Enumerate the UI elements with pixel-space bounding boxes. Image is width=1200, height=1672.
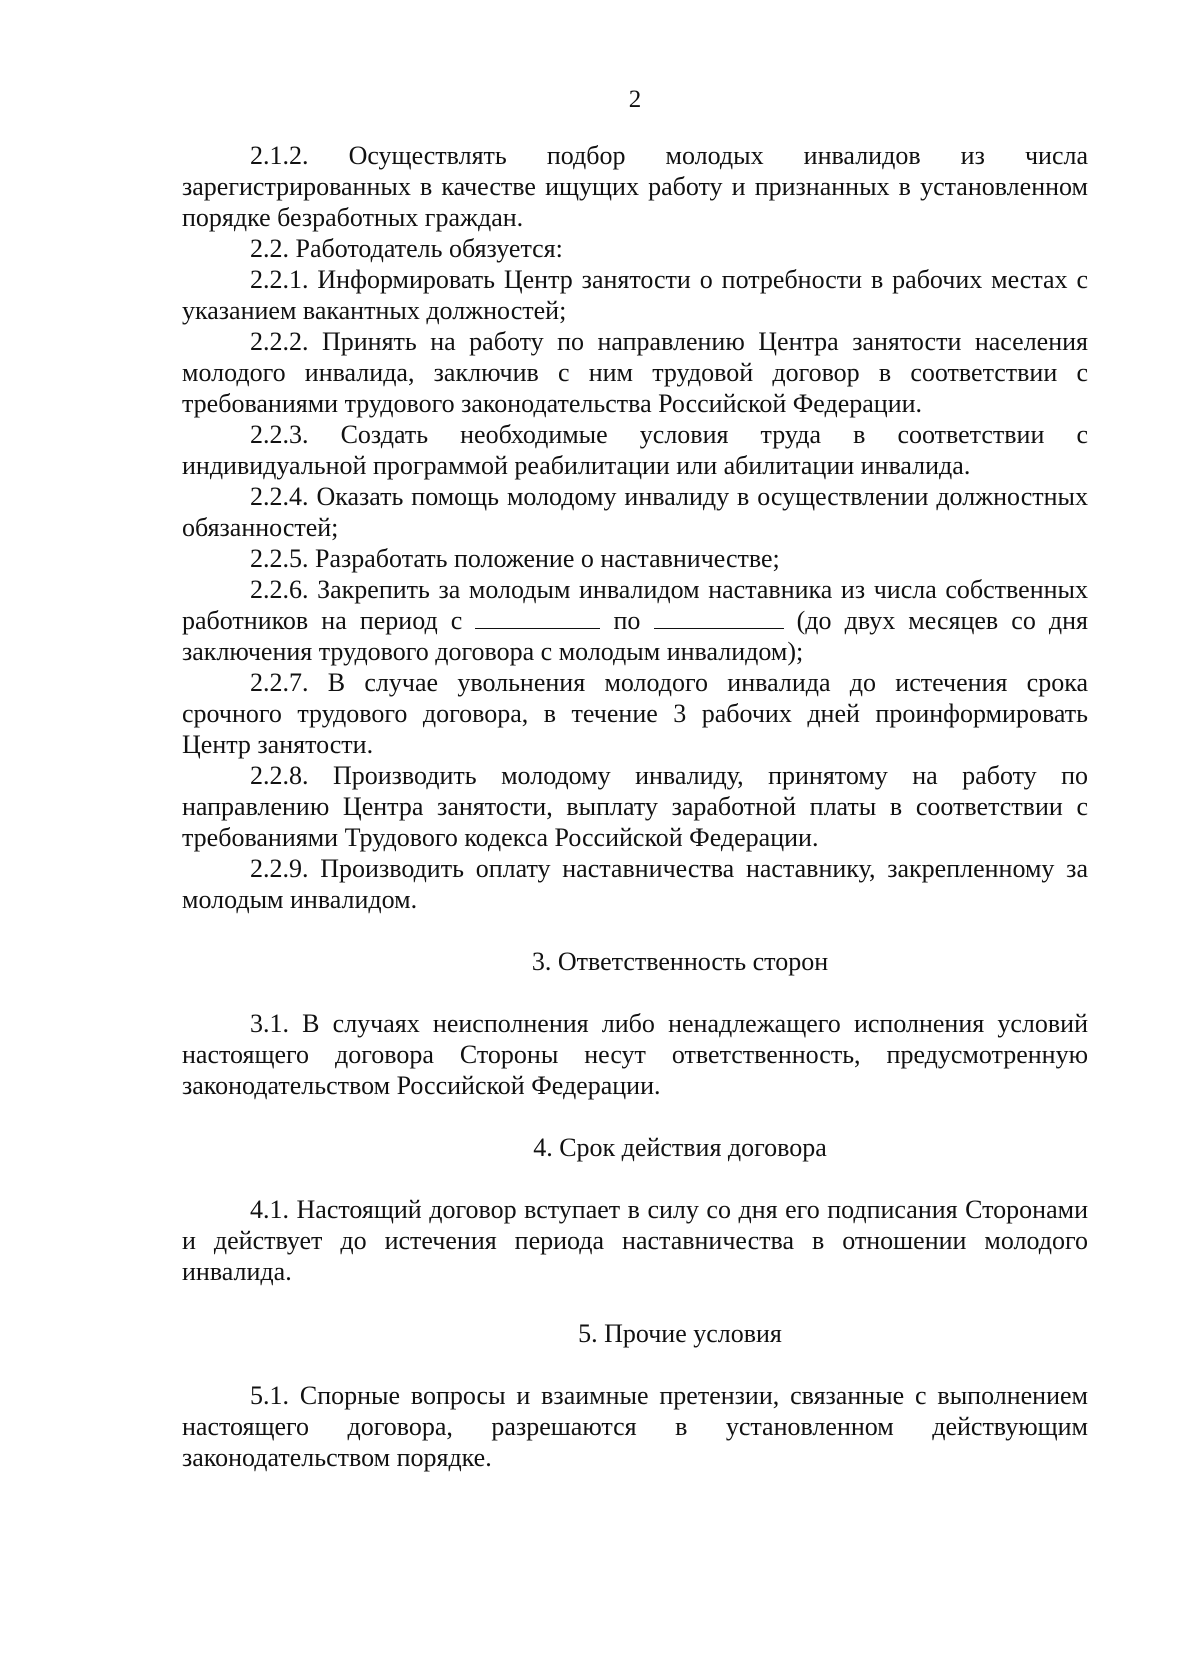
section-5-title: 5. Прочие условия: [578, 1319, 782, 1348]
paragraph-2-2: 2.2. Работодатель обязуется:: [250, 234, 563, 263]
paragraph-3-1: 3.1. В случаях неисполнения либо ненадлежащего исполнения условий настоящего договора Стороны несут ответственность, предусмотренную законодательством Российской Федерации.: [182, 1009, 1088, 1100]
blank-period-end-line: [654, 606, 784, 629]
paragraph-2-2-7: 2.2.7. В случае увольнения молодого инвалида до истечения срока срочного трудового договора, в течение 3 рабочих дней проинформировать Центр занятости.: [182, 668, 1088, 759]
section-3-title: 3. Ответственность сторон: [531, 947, 829, 976]
section-4-title: 4. Срок действия договора: [533, 1133, 827, 1162]
paragraph-2-2-6-text-end: (до двух месяцев со дня заключения трудового договора с молодым инвалидом);: [182, 606, 1089, 666]
paragraph-2-2-8: 2.2.8. Производить молодому инвалиду, принятому на работу по направлению Центра занятости, выплату заработной платы в соответствии с требованиями Трудового кодекса Российской Федерации.: [182, 761, 1088, 852]
paragraph-2-2-6: [182, 574, 1088, 667]
paragraph-2-2-4: 2.2.4. Оказать помощь молодому инвалиду в осуществлении должностных обязанностей;: [182, 482, 1088, 542]
paragraph-2-2-1: 2.2.1. Информировать Центр занятости о потребности в рабочих местах с указанием вакантных должностей;: [182, 265, 1088, 325]
paragraph-5-1: 5.1. Спорные вопросы и взаимные претензии, связанные с выполнением настоящего договора, разрешаются в установленном действующим законодательством порядке.: [182, 1381, 1088, 1472]
paragraph-2-2-3: 2.2.3. Создать необходимые условия труда в соответствии с индивидуальной программой реабилитации или абилитации инвалида.: [182, 420, 1088, 480]
blank-period-start-line: [475, 606, 600, 629]
paragraph-4-1: 4.1. Настоящий договор вступает в силу со дня его подписания Сторонами и действует до истечения периода наставничества в отношении молодого инвалида.: [182, 1195, 1088, 1286]
page-number: 2: [628, 86, 642, 113]
paragraph-2-2-2: 2.2.2. Принять на работу по направлению Центра занятости населения молодого инвалида, заключив с ним трудовой договор в соответствии с требованиями трудового законодательства Российской Федерации.: [182, 327, 1088, 418]
paragraph-2-2-9: 2.2.9. Производить оплату наставничества наставнику, закрепленному за молодым инвалидом.: [182, 854, 1088, 914]
paragraph-2-2-6-text-middle: по: [600, 606, 654, 635]
paragraph-2-1-2: 2.1.2. Осуществлять подбор молодых инвалидов из числа зарегистрированных в качестве ищущих работу и признанных в установленном порядке безработных граждан.: [182, 141, 1088, 232]
paragraph-2-2-5: 2.2.5. Разработать положение о наставничестве;: [250, 544, 780, 573]
document-body: [182, 140, 1088, 1473]
paragraph-2-2-6-text-start: 2.2.6. Закрепить за молодым инвалидом наставника из числа собственных работников на период с: [182, 575, 1088, 635]
